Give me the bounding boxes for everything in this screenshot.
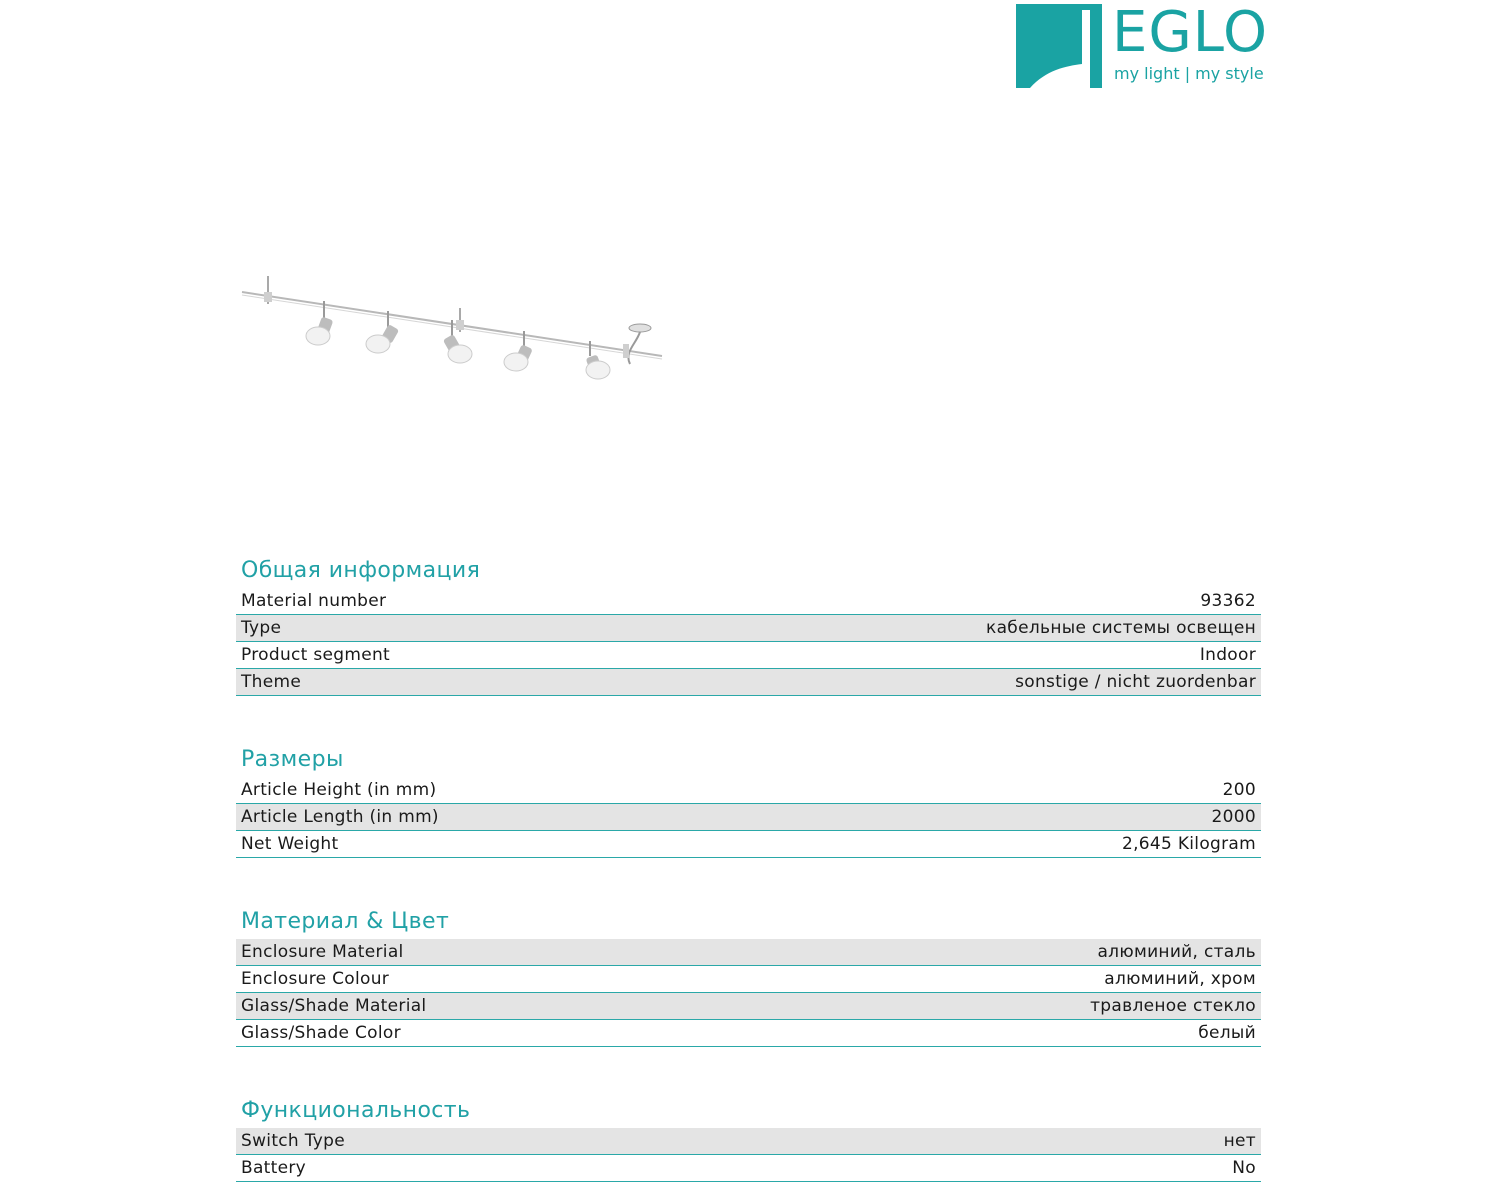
spec-row [236, 804, 1261, 831]
section-dimensions [236, 743, 1261, 858]
spec-value: sonstige / nicht zuordenbar [1015, 672, 1256, 692]
spec-row [236, 642, 1261, 669]
spec-row [236, 966, 1261, 993]
spec-value: No [1232, 1158, 1256, 1178]
section-material-colour [236, 905, 1261, 1047]
spec-label: Battery [241, 1158, 307, 1178]
section-title: Материал & Цвет [241, 909, 450, 934]
spec-label: Net Weight [241, 834, 339, 854]
spotlight-2 [366, 311, 399, 353]
brand-tagline: my light | my style [1114, 64, 1264, 83]
spec-value: Indoor [1199, 645, 1256, 665]
spec-row [236, 1155, 1261, 1182]
section-title: Функциональность [241, 1098, 471, 1123]
section-title: Общая информация [241, 558, 481, 583]
spec-row [236, 777, 1261, 804]
spec-label: Enclosure Material [241, 942, 404, 962]
spotlight-1 [306, 301, 333, 345]
spec-row [236, 669, 1261, 696]
spec-row [236, 939, 1261, 966]
spec-value: 93362 [1200, 591, 1256, 611]
spec-label: Product segment [241, 645, 391, 665]
spec-label: Type [241, 618, 282, 638]
spec-value: алюминий, хром [1104, 969, 1256, 989]
spec-label: Material number [241, 591, 387, 611]
spec-row [236, 588, 1261, 615]
brand-name: EGLO [1112, 0, 1269, 65]
eglo-logo-icon [1016, 4, 1102, 88]
spec-label: Glass/Shade Material [241, 996, 427, 1016]
spec-value: нет [1223, 1131, 1256, 1151]
spec-row [236, 993, 1261, 1020]
spec-row [236, 831, 1261, 858]
spec-value: 2,645 Kilogram [1121, 834, 1256, 854]
spec-value: 2000 [1211, 807, 1256, 827]
spec-row [236, 1020, 1261, 1047]
spec-label: Article Length (in mm) [241, 807, 439, 827]
spec-value: белый [1198, 1023, 1256, 1043]
section-functionality [236, 1094, 1261, 1182]
product-image [238, 270, 668, 390]
spec-value: алюминий, сталь [1097, 942, 1256, 962]
spec-label: Article Height (in mm) [241, 780, 437, 800]
brand-logo [1016, 0, 1269, 90]
spec-row [236, 1128, 1261, 1155]
spec-value: травленое стекло [1090, 996, 1256, 1016]
spec-value: 200 [1222, 780, 1256, 800]
section-general-info [236, 554, 1261, 696]
spec-label: Theme [241, 672, 302, 692]
spec-label: Switch Type [241, 1131, 345, 1151]
spec-row [236, 615, 1261, 642]
section-title: Размеры [241, 747, 344, 772]
spec-value: кабельные системы освещен [986, 618, 1256, 638]
spec-label: Enclosure Colour [241, 969, 390, 989]
spec-label: Glass/Shade Color [241, 1023, 401, 1043]
